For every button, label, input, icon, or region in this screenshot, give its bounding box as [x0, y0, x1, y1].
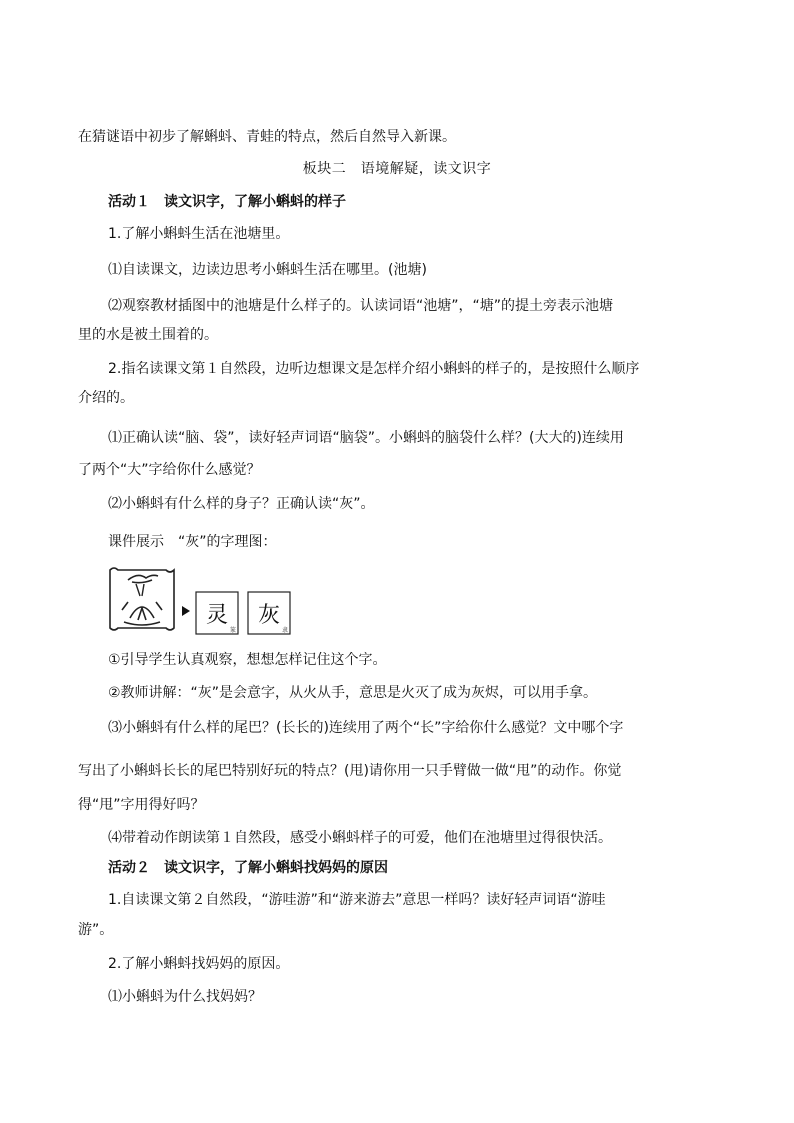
seal-glyph: 灵 [205, 603, 229, 628]
activity2-item1-line1: 1.自读课文第２自然段，“游哇游”和“游来游去”意思一样吗？读好轻声词语“游哇 [108, 892, 606, 908]
seal-tag: 篆 [229, 627, 237, 634]
activity1-item2-sub4: ⑷带着动作朗读第１自然段，感受小蝌蚪样子的可爱，他们在池塘里过得很快活。 [108, 830, 612, 846]
note2: ②教师讲解：“灰”是会意字，从火从手，意思是火灭了成为灰烬，可以用手拿。 [108, 685, 598, 701]
activity1-item2-sub1-line1: ⑴正确认读“脑、袋”，读好轻声词语“脑袋”。小蝌蚪的脑袋什么样？(大大的)连续用 [108, 430, 624, 446]
courseware-line: 课件展示 “灰”的字理图： [108, 534, 277, 550]
activity1-item2-line2: 介绍的。 [78, 390, 134, 406]
character-evolution-svg [108, 562, 308, 642]
activity1-item2-sub2: ⑵小蝌蚪有什么样的身子？正确认读“灰”。 [108, 496, 375, 512]
activity1-item1: 1.了解小蝌蚪生活在池塘里。 [108, 226, 290, 242]
oracle-glyph-image [110, 568, 174, 630]
activity1-item2-sub3-line3: 得“甩”字用得好吗？ [78, 797, 205, 813]
section-title: 板块二 语境解疑，读文识字 [302, 161, 492, 177]
note1: ①引导学生认真观察，想想怎样记住这个字。 [108, 652, 387, 668]
clerical-tag: 隶 [281, 627, 289, 634]
activity1-item1-sub1: ⑴自读课文，边读边思考小蝌蚪生活在哪里。(池塘) [108, 262, 427, 278]
intro-line: 在猜谜语中初步了解蝌蚪、青蛙的特点，然后自然导入新课。 [78, 129, 456, 145]
clerical-glyph: 灰 [257, 603, 281, 628]
activity1-item2-sub1-line2: 了两个“大”字给你什么感觉？ [78, 462, 261, 478]
activity2-item2: 2.了解小蝌蚪找妈妈的原因。 [108, 956, 290, 972]
activity1-item2-sub3-line1: ⑶小蝌蚪有什么样的尾巴？(长长的)连续用了两个“长”字给你什么感觉？文中哪个字 [108, 720, 624, 736]
activity1-item1-sub2-line2: 里的水是被土围着的。 [78, 327, 218, 343]
activity1-item2-line1: 2.指名读课文第１自然段，边听边想课文是怎样介绍小蝌蚪的样子的，是按照什么顺序 [108, 361, 640, 377]
activity2-item1-line2: 游”。 [78, 922, 114, 938]
activity1-item1-sub2-line1: ⑵观察教材插图中的池塘是什么样子的。认读词语“池塘”，“塘”的提土旁表示池塘 [108, 298, 614, 314]
activity2-title: 活动２ 读文识字，了解小蝌蚪找妈妈的原因 [108, 860, 388, 876]
character-evolution-figure [108, 562, 308, 642]
arrow-right-icon [182, 606, 190, 616]
activity1-item2-sub3-line2: 写出了小蝌蚪长长的尾巴特别好玩的特点？(甩)请你用一只手臂做一做“甩”的动作。你觉 [78, 763, 622, 779]
activity1-title: 活动１ 读文识字，了解小蝌蚪的样子 [108, 194, 346, 210]
activity2-item2-sub1: ⑴小蝌蚪为什么找妈妈？ [108, 989, 262, 1005]
